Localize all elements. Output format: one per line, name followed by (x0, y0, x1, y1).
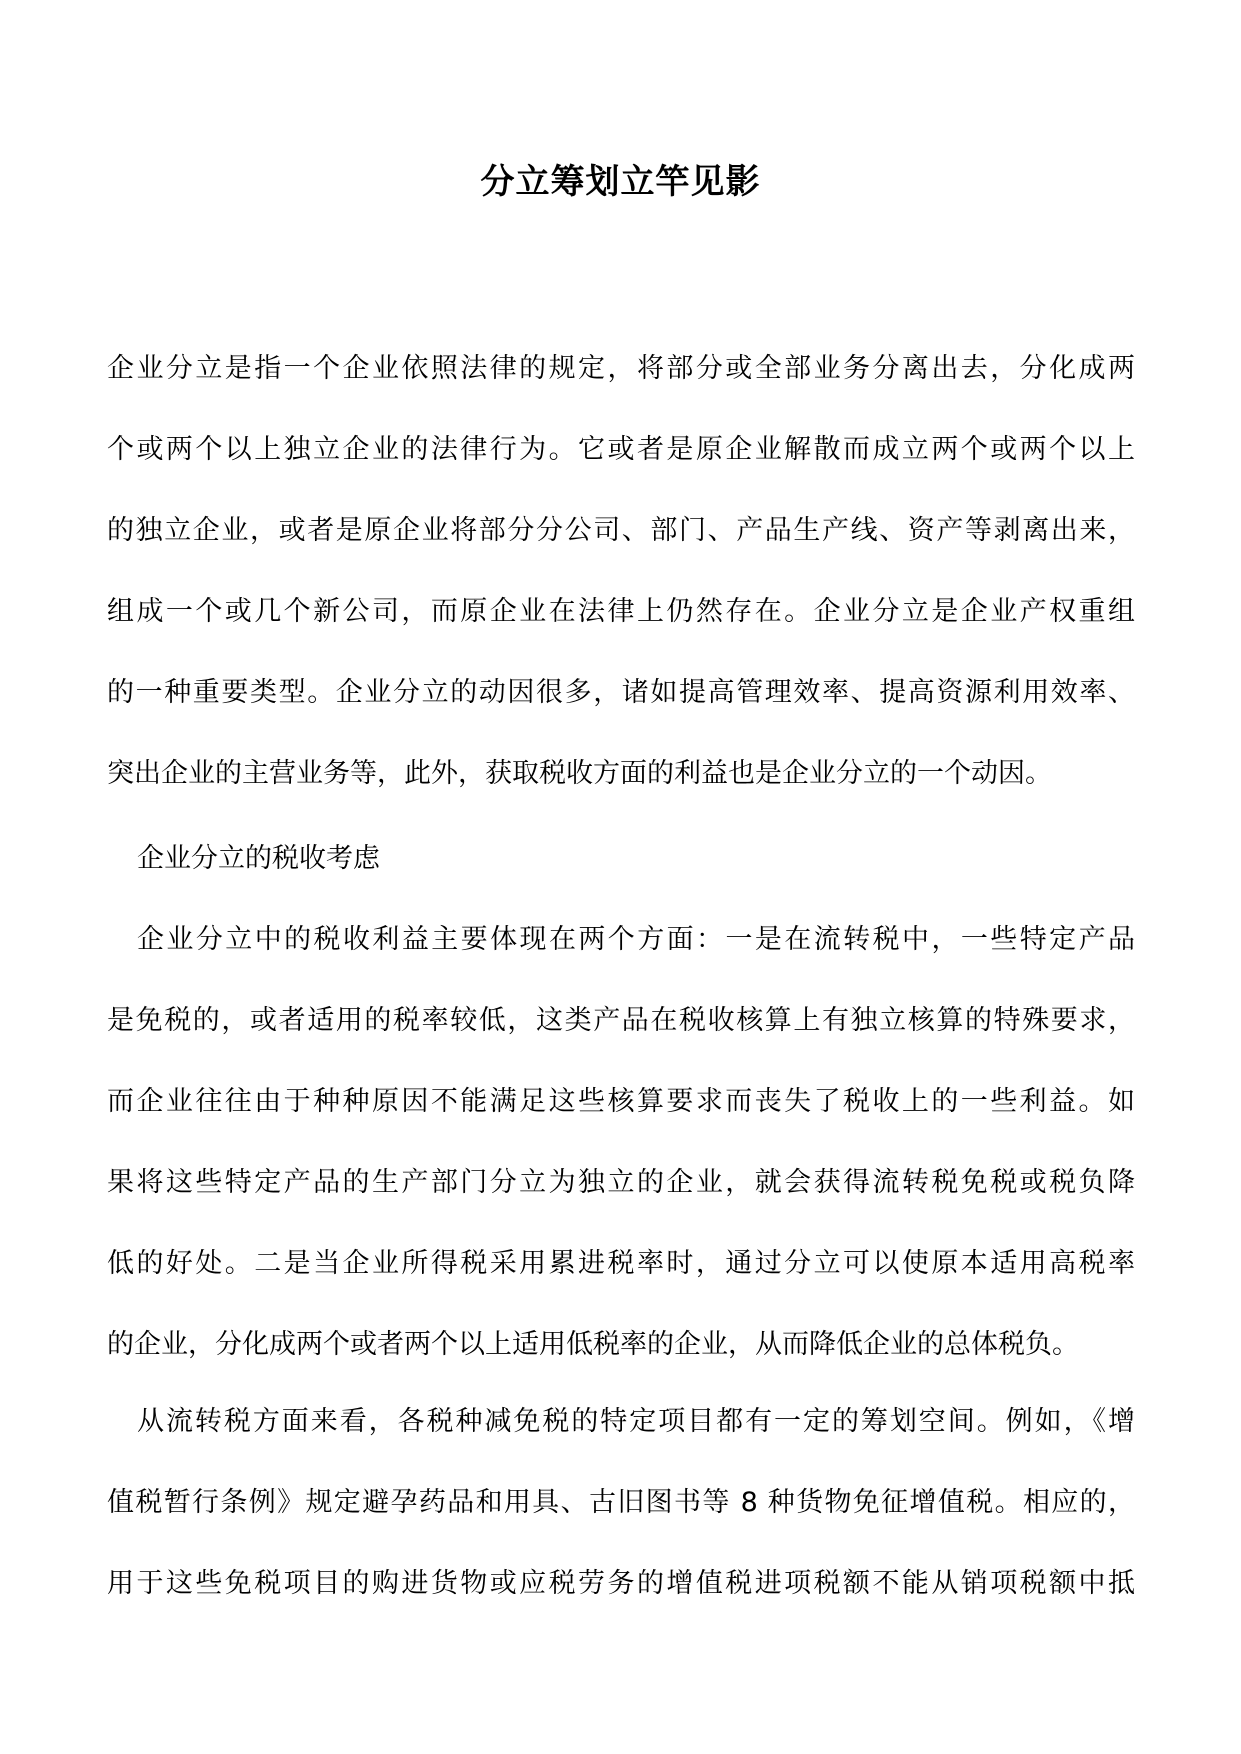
text-line: 果将这些特定产品的生产部门分立为独立的企业，就会获得流转税免税或税负降 (107, 1167, 1135, 1198)
section-heading: 企业分立的税收考虑 (137, 843, 380, 874)
text-line: 用于这些免税项目的购进货物或应税劳务的增值税进项税额不能从销项税额中抵 (107, 1568, 1135, 1599)
paragraph-2 (107, 899, 1135, 1385)
text-line: 的企业，分化成两个或者两个以上适用低税率的企业，从而降低企业的总体税负。 (107, 1329, 1079, 1360)
text-line: 组成一个或几个新公司，而原企业在法律上仍然存在。企业分立是企业产权重组 (107, 596, 1135, 627)
text-line: 企业分立是指一个企业依照法律的规定，将部分或全部业务分离出去，分化成两 (107, 353, 1135, 384)
text-line: 的独立企业，或者是原企业将部分分公司、部门、产品生产线、资产等剥离出来， (107, 515, 1135, 546)
text-line: 企业分立中的税收利益主要体现在两个方面：一是在流转税中，一些特定产品 (137, 924, 1135, 955)
text-line: 个或两个以上独立企业的法律行为。它或者是原企业解散而成立两个或两个以上 (107, 434, 1135, 465)
text-line: 的一种重要类型。企业分立的动因很多，诸如提高管理效率、提高资源利用效率、 (107, 677, 1135, 708)
paragraph-3 (107, 1381, 1135, 1624)
text-line: 是免税的，或者适用的税率较低，这类产品在税收核算上有独立核算的特殊要求， (107, 1005, 1135, 1036)
text-line: 从流转税方面来看，各税种减免税的特定项目都有一定的筹划空间。例如，《增 (137, 1406, 1135, 1437)
paragraph-1 (107, 328, 1135, 814)
document-title: 分立筹划立竿见影 (480, 162, 761, 202)
text-line: 值税暂行条例》规定避孕药品和用具、古旧图书等 8 种货物免征增值税。相应的， (107, 1487, 1135, 1518)
text-line: 突出企业的主营业务等，此外，获取税收方面的利益也是企业分立的一个动因。 (107, 758, 1052, 789)
text-line: 低的好处。二是当企业所得税采用累进税率时，通过分立可以使原本适用高税率 (107, 1248, 1135, 1279)
text-line: 而企业往往由于种种原因不能满足这些核算要求而丧失了税收上的一些利益。如 (107, 1086, 1135, 1117)
